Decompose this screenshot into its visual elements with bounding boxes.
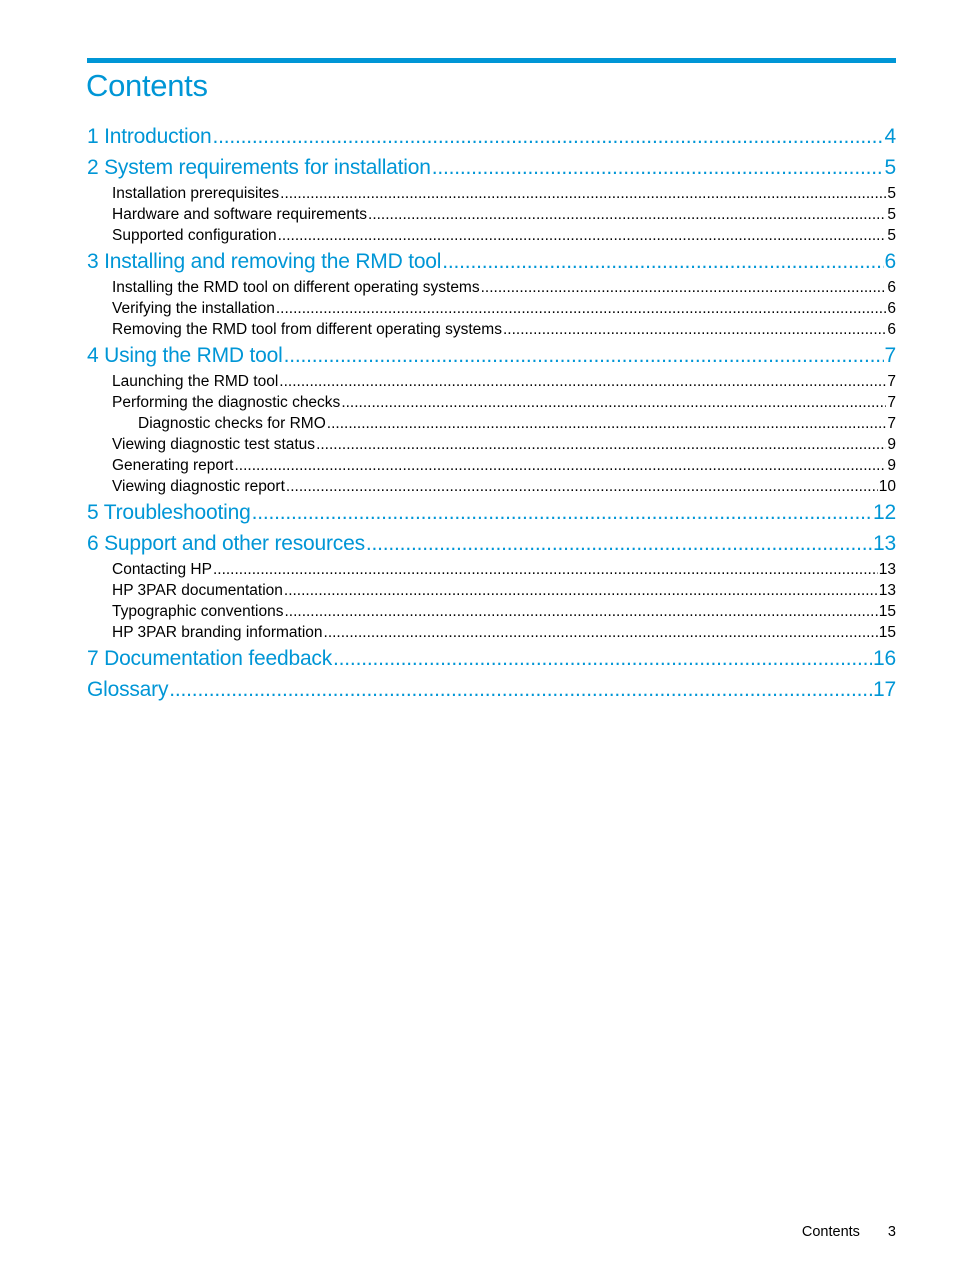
toc-section-entry[interactable] bbox=[87, 434, 896, 455]
toc-dot-leader bbox=[252, 497, 872, 528]
toc-entry-page-number: 13 bbox=[878, 561, 896, 578]
toc-dot-leader bbox=[366, 528, 872, 559]
toc-dot-leader bbox=[341, 392, 886, 413]
toc-chapter-entry[interactable] bbox=[87, 121, 896, 152]
toc-section-entry[interactable] bbox=[87, 298, 896, 319]
toc-entry-label: Launching the RMD tool bbox=[112, 373, 279, 390]
toc-entry-page-number: 10 bbox=[878, 478, 896, 495]
toc-dot-leader bbox=[368, 204, 886, 225]
toc-chapter-entry[interactable] bbox=[87, 674, 896, 705]
toc-dot-leader bbox=[432, 152, 884, 183]
toc-entry-page-number: 16 bbox=[873, 647, 896, 670]
toc-entry-label: 7 Documentation feedback bbox=[87, 647, 333, 670]
toc-dot-leader bbox=[213, 559, 878, 580]
toc-entry-label: HP 3PAR documentation bbox=[112, 582, 283, 599]
toc-section-entry[interactable] bbox=[87, 225, 896, 246]
toc-entry-label: Installation prerequisites bbox=[112, 185, 280, 202]
toc-entry-page-number: 7 bbox=[887, 394, 896, 411]
toc-section-entry[interactable] bbox=[87, 622, 896, 643]
page-footer bbox=[802, 1222, 896, 1242]
toc-section-entry[interactable] bbox=[87, 455, 896, 476]
toc-entry-page-number: 9 bbox=[887, 457, 896, 474]
toc-entry-page-number: 13 bbox=[873, 532, 896, 555]
toc-entry-label: 1 Introduction bbox=[87, 125, 212, 148]
toc-section-entry[interactable] bbox=[87, 392, 896, 413]
toc-section-entry[interactable] bbox=[87, 580, 896, 601]
toc-entry-page-number: 4 bbox=[884, 125, 896, 148]
toc-dot-leader bbox=[284, 601, 877, 622]
toc-entry-page-number: 15 bbox=[878, 603, 896, 620]
toc-section-entry[interactable] bbox=[87, 319, 896, 340]
toc-chapter-entry[interactable] bbox=[87, 497, 896, 528]
toc-section-entry[interactable] bbox=[87, 204, 896, 225]
toc-dot-leader bbox=[327, 413, 887, 434]
toc-section-entry[interactable] bbox=[87, 413, 896, 434]
toc-chapter-entry[interactable] bbox=[87, 152, 896, 183]
toc-dot-leader bbox=[442, 246, 883, 277]
toc-dot-leader bbox=[279, 371, 886, 392]
toc-dot-leader bbox=[324, 622, 878, 643]
toc-entry-page-number: 5 bbox=[887, 206, 896, 223]
toc-dot-leader bbox=[284, 340, 884, 371]
toc-entry-page-number: 6 bbox=[887, 321, 896, 338]
toc-entry-page-number: 6 bbox=[887, 300, 896, 317]
toc-entry-label: 4 Using the RMD tool bbox=[87, 344, 283, 367]
toc-dot-leader bbox=[278, 225, 887, 246]
toc-entry-page-number: 7 bbox=[887, 415, 896, 432]
toc-section-entry[interactable] bbox=[87, 476, 896, 497]
toc-entry-page-number: 9 bbox=[887, 436, 896, 453]
toc-entry-page-number: 7 bbox=[887, 373, 896, 390]
table-of-contents bbox=[87, 121, 896, 705]
toc-entry-label: Supported configuration bbox=[112, 227, 277, 244]
toc-dot-leader bbox=[286, 476, 878, 497]
toc-entry-label: Removing the RMD tool from different operating systems bbox=[112, 321, 502, 338]
toc-entry-page-number: 5 bbox=[887, 227, 896, 244]
header-rule bbox=[87, 58, 896, 63]
toc-entry-label: Glossary bbox=[87, 678, 169, 701]
toc-chapter-entry[interactable] bbox=[87, 528, 896, 559]
toc-chapter-entry[interactable] bbox=[87, 340, 896, 371]
toc-entry-label: 5 Troubleshooting bbox=[87, 501, 251, 524]
toc-entry-label: HP 3PAR branding information bbox=[112, 624, 323, 641]
toc-section-entry[interactable] bbox=[87, 371, 896, 392]
toc-dot-leader bbox=[333, 643, 872, 674]
toc-dot-leader bbox=[316, 434, 886, 455]
toc-dot-leader bbox=[212, 121, 883, 152]
toc-entry-label: 6 Support and other resources bbox=[87, 532, 365, 555]
toc-dot-leader bbox=[235, 455, 887, 476]
toc-entry-label: Hardware and software requirements bbox=[112, 206, 368, 223]
toc-entry-label: Verifying the installation bbox=[112, 300, 275, 317]
toc-section-entry[interactable] bbox=[87, 601, 896, 622]
toc-dot-leader bbox=[280, 183, 886, 204]
toc-entry-label: Installing the RMD tool on different operating systems bbox=[112, 279, 480, 296]
toc-entry-page-number: 5 bbox=[884, 156, 896, 179]
toc-entry-page-number: 12 bbox=[873, 501, 896, 524]
toc-entry-label: Diagnostic checks for RMO bbox=[138, 415, 326, 432]
toc-dot-leader bbox=[284, 580, 878, 601]
footer-page-number: 3 bbox=[887, 1224, 896, 1240]
toc-entry-label: Viewing diagnostic report bbox=[112, 478, 285, 495]
toc-dot-leader bbox=[169, 674, 872, 705]
toc-section-entry[interactable] bbox=[87, 183, 896, 204]
toc-entry-label: Viewing diagnostic test status bbox=[112, 436, 316, 453]
toc-section-entry[interactable] bbox=[87, 277, 896, 298]
toc-entry-label: Contacting HP bbox=[112, 561, 212, 578]
toc-chapter-entry[interactable] bbox=[87, 643, 896, 674]
toc-entry-page-number: 13 bbox=[878, 582, 896, 599]
toc-entry-page-number: 6 bbox=[887, 279, 896, 296]
toc-entry-label: Generating report bbox=[112, 457, 234, 474]
toc-entry-page-number: 17 bbox=[873, 678, 896, 701]
footer-section-label: Contents bbox=[801, 1224, 860, 1240]
page-title: Contents bbox=[86, 68, 208, 103]
toc-entry-page-number: 7 bbox=[884, 344, 896, 367]
toc-entry-page-number: 6 bbox=[884, 250, 896, 273]
toc-dot-leader bbox=[481, 277, 887, 298]
toc-entry-label: Typographic conventions bbox=[112, 603, 284, 620]
toc-chapter-entry[interactable] bbox=[87, 246, 896, 277]
toc-dot-leader bbox=[503, 319, 886, 340]
toc-entry-label: Performing the diagnostic checks bbox=[112, 394, 341, 411]
toc-section-entry[interactable] bbox=[87, 559, 896, 580]
toc-entry-label: 3 Installing and removing the RMD tool bbox=[87, 250, 442, 273]
toc-dot-leader bbox=[276, 298, 887, 319]
toc-entry-label: 2 System requirements for installation bbox=[87, 156, 431, 179]
toc-entry-page-number: 5 bbox=[887, 185, 896, 202]
toc-entry-page-number: 15 bbox=[878, 624, 896, 641]
